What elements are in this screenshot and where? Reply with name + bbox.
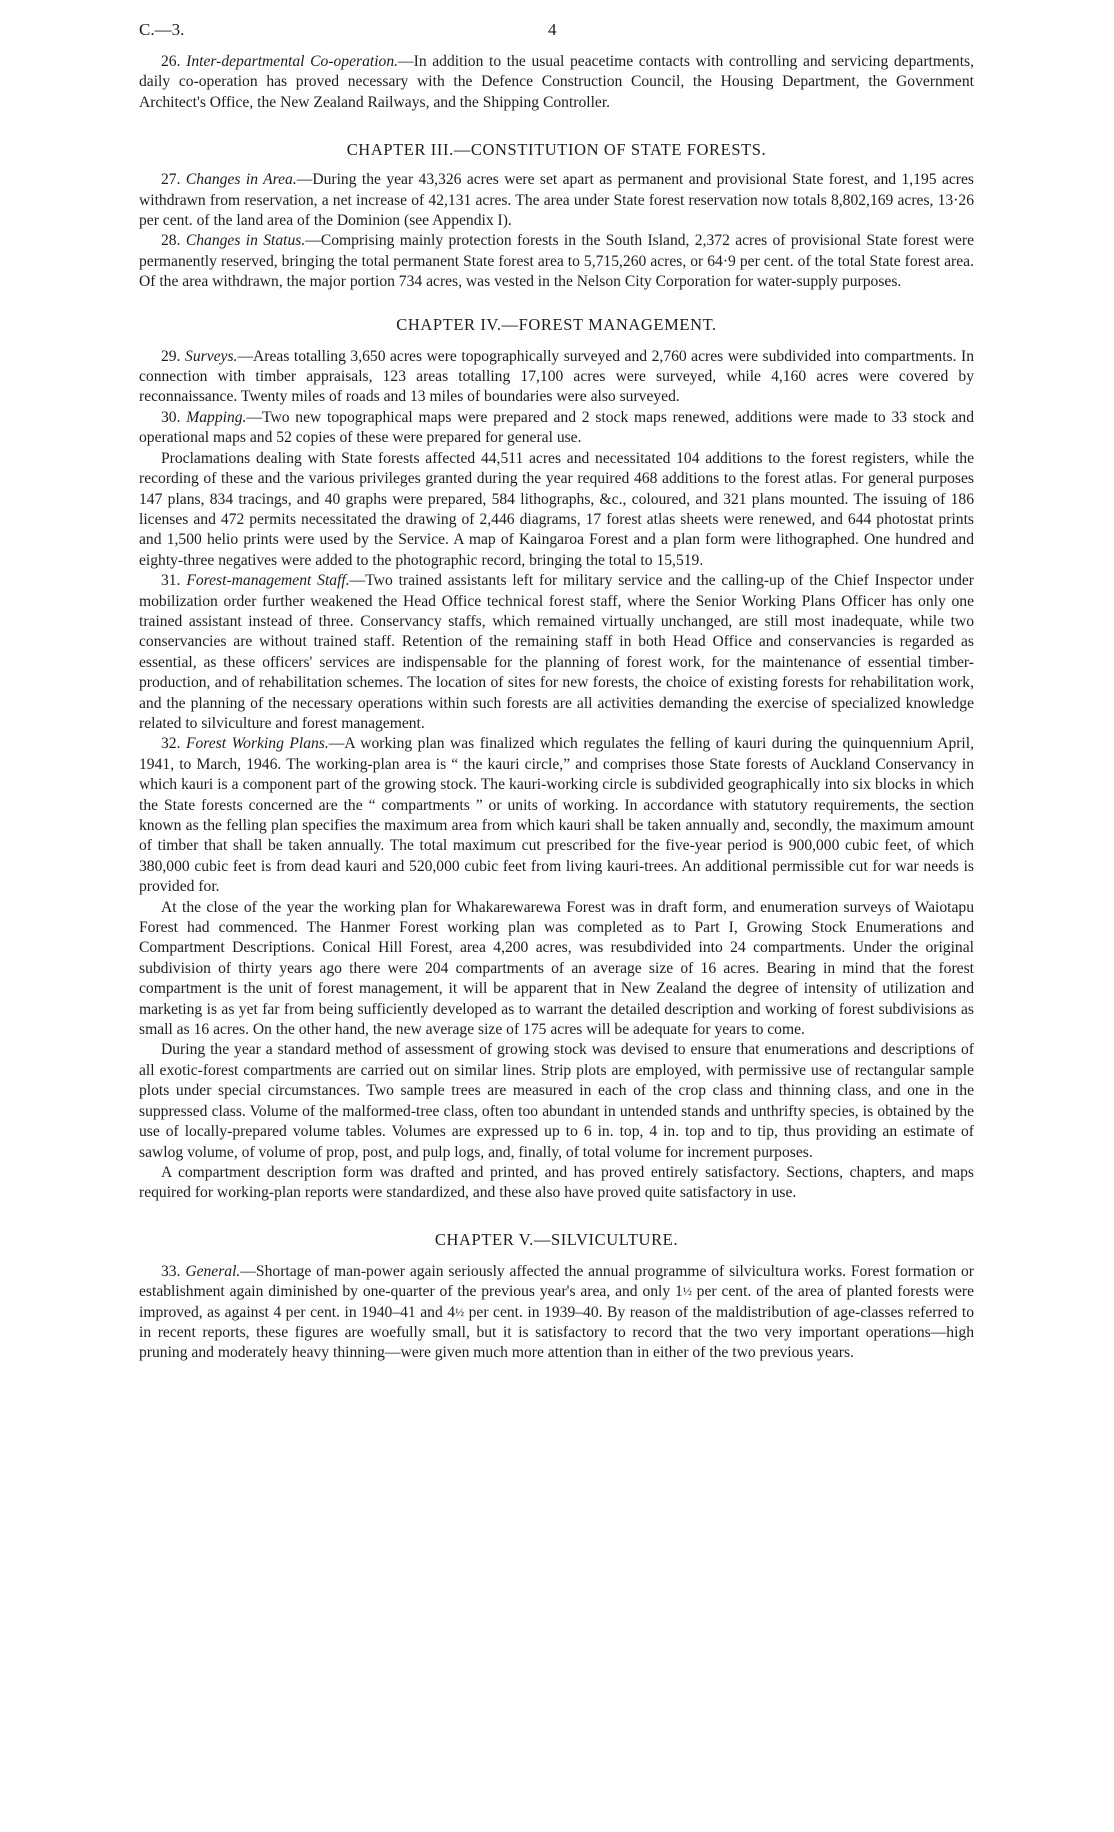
section-number: 26. (161, 53, 181, 70)
page-header (139, 20, 974, 52)
section-heading: Inter-departmental Co-operation. (186, 53, 399, 70)
paragraph-30-continued: Proclamations dealing with State forests affected 44,511 acres and necessitated 104 additions to the forest registers, while the recording of these and the various privileges granted during the year required 468 additions to the forest atlas. For general purposes 147 plans, 834 tracings, and 40 graphs were prepared, 584 lithographs, &c., coloured, and 321 plans mounted. The issuing of 186 licenses and 472 permits necessitated the drawing of 2,446 diagrams, 17 forest atlas sheets were renewed, and 644 photostat prints and 1,500 helio prints were used by the Service. A map of Kaingaroa Forest and a plan form were lithographed. One hundred and eighty-three negatives were added to the photographic record, bringing the total to 15,519. (139, 449, 974, 569)
paragraph-29 (139, 347, 974, 408)
section-number: 29. (161, 347, 181, 365)
section-text: —Two new topographical maps were prepared and 2 stock maps renewed, additions were made to 33 stock and operational maps and 52 copies of these were prepared for general use. (139, 408, 974, 447)
paragraph-33 (139, 1262, 974, 1364)
section-text: —In addition to the usual peacetime contacts with controlling and servicing departments, daily co-operation has proved necessary with the Defence Construction Council, the Housing Department, the Government Architect's Office, the New Zealand Railways, and the Shipping Controller. (139, 53, 974, 111)
section-number: 33. (161, 1262, 181, 1280)
section-heading: General. (185, 1262, 241, 1280)
section-number: 28. (161, 232, 181, 250)
paragraph-32 (139, 734, 974, 897)
section-text: —A working plan was finalized which regulates the felling of kauri during the quinquennium April, 1941, to March, 1946. The working-plan area is “ the kauri circle,” and comprises those State forests of Auckland Conservancy in which kauri is a component part of the growing stock. The kauri-working circle is subdivided geographically into six blocks in which the State forests concerned are the “ compartments ” or units of working. In accordance with statutory requirements, the section known as the felling plan specifies the maximum area from which kauri shall be taken annually and, secondly, the maximum amount of timber that shall be taken annually. The total maximum cut prescribed for the five-year period is 900,000 cubic feet, of which 380,000 cubic feet is from dead kauri and 520,000 cubic feet from living kauri-trees. An additional permissible cut for war needs is provided for. (139, 735, 974, 896)
section-heading: Forest Working Plans. (185, 735, 329, 753)
paragraph-32-continued: A compartment description form was drafted and printed, and has proved entirely satisfactory. Sections, chapters, and maps required for working-plan reports were standardized, and these also have proved quite satisfactory in use. (139, 1163, 974, 1202)
section-text: —Areas totalling 3,650 acres were topographically surveyed and 2,760 acres were subdivided into compartments. In connection with timber appraisals, 123 areas totalling 17,100 acres were surveyed, while 4,160 acres were covered by reconnaissance. Twenty miles of roads and 13 miles of boundaries were also surveyed. (139, 347, 975, 406)
section-number: 31. (161, 572, 181, 590)
paragraph-30 (139, 408, 974, 449)
section-number: 27. (161, 171, 181, 189)
report-reference: C.—3. (139, 20, 185, 39)
section-text: —Two trained assistants left for military service and the calling-up of the Chief Inspector under mobilization order further weakened the Head Office technical forest staff, where the Senior Working Plans Officer has only one trained assistant instead of three. Conservancy staffs, which remained virtually unchanged, are still most inadequate, while two conservancies are without trained staff. Retention of the remaining staff in both Head Office and conservancies is regarded as essential, as these officers' services are indispensable for the planning of forest work, for the maintenance of essential timber-production, and of rehabilitation schemes. The location of sites for new forests, the choice of existing forests for rehabilitation work, and the planning of the necessary operations within such forests are all activities demanding the exercise of specialized knowledge related to silviculture and forest management. (139, 572, 974, 732)
fraction: ½ (682, 1284, 692, 1299)
paragraph-26 (139, 52, 974, 113)
chapter-title: CHAPTER III.—CONSTITUTION OF STATE FORESTS. (346, 140, 767, 160)
section-heading: Forest-management Staff. (186, 572, 350, 590)
section-text: per cent. in 1939–40. By reason of the maldistribution of age-classes referred to in recent reports, these figures are woefully small, but it is satisfactory to record that the two very important operations—high pruning and moderately heavy thinning—were given much more attention than in either of the two previous years. (139, 1303, 974, 1362)
paragraph-31 (139, 571, 974, 734)
section-text: —Comprising mainly protection forests in the South Island, 2,372 acres of provisional State forest were permanently reserved, bringing the total permanent State forest area to 5,715,260 acres, or 64·9 per cent. of the total State forest area. Of the area withdrawn, the major portion 734 acres, was vested in the Nelson City Corporation for water-supply purposes. (139, 232, 975, 291)
section-number: 32. (161, 735, 181, 753)
paragraph-32-continued: During the year a standard method of assessment of growing stock was devised to ensure that enumerations and descriptions of all exotic-forest compartments are carried out on similar lines. Strip plots are employed, with permissive use of rectangular sample plots under special circumstances. Two sample trees are measured in each of the crop class and thinning class, and one in the suppressed class. Volume of the malformed-tree class, often too abundant in untended stands and unthrifty species, is obtained by the use of locally-prepared volume tables. Volumes are expressed up to 6 in. top, 4 in. top and to tip, thus providing an estimate of sawlog volume, of volume of prop, post, and pulp logs, and, finally, of total volume for increment purposes. (139, 1041, 974, 1161)
paragraph-27 (139, 170, 974, 231)
section-heading: Surveys. (185, 347, 238, 365)
section-heading: Changes in Area. (185, 171, 297, 189)
section-text: —Shortage of man-power again seriously affected the annual programme of silvicultura works. Forest formation or establishment again diminished by one-quarter of the previous year's area, and only 1 (139, 1262, 974, 1301)
paragraph-32-continued: At the close of the year the working plan for Whakarewarewa Forest was in draft form, and enumeration surveys of Waiotapu Forest had commenced. The Hanmer Forest working plan was completed as to Part I, Growing Stock Enumerations and Compartment Descriptions. Conical Hill Forest, area 4,200 acres, was resubdivided into 24 compartments. Under the original subdivision of thirty years ago there were 204 compartments of an average size of 16 acres. Bearing in mind that the forest compartment is the unit of forest management, it will be apparent that in New Zealand the degree of intensity of utilization and marketing is as yet far from being sufficiently developed as to warrant the detailed description and working of forest subdivisions as small as 16 acres. On the other hand, the new average size of 175 acres will be adequate for years to come. (139, 898, 974, 1039)
chapter-title: CHAPTER V.—SILVICULTURE. (434, 1229, 679, 1249)
section-text: —During the year 43,326 acres were set apart as permanent and provisional State forest, and 1,195 acres withdrawn from reservation, a net increase of 42,131 acres. The area under State forest reservation now totals 8,802,169 acres, 13·26 per cent. of the land area of the Dominion (see Appendix I). (139, 171, 974, 230)
section-heading: Mapping. (186, 408, 247, 426)
section-text: per cent. of the area of planted forests were improved, as against 4 per cent. in 1940–41 and 4 (139, 1283, 975, 1321)
page-number: 4 (548, 20, 557, 39)
section-number: 30. (161, 408, 181, 426)
section-heading: Changes in Status. (185, 232, 306, 250)
paragraph-28 (139, 231, 974, 292)
fraction: ½ (455, 1304, 465, 1319)
chapter-title: CHAPTER IV.—FOREST MANAGEMENT. (396, 314, 717, 334)
